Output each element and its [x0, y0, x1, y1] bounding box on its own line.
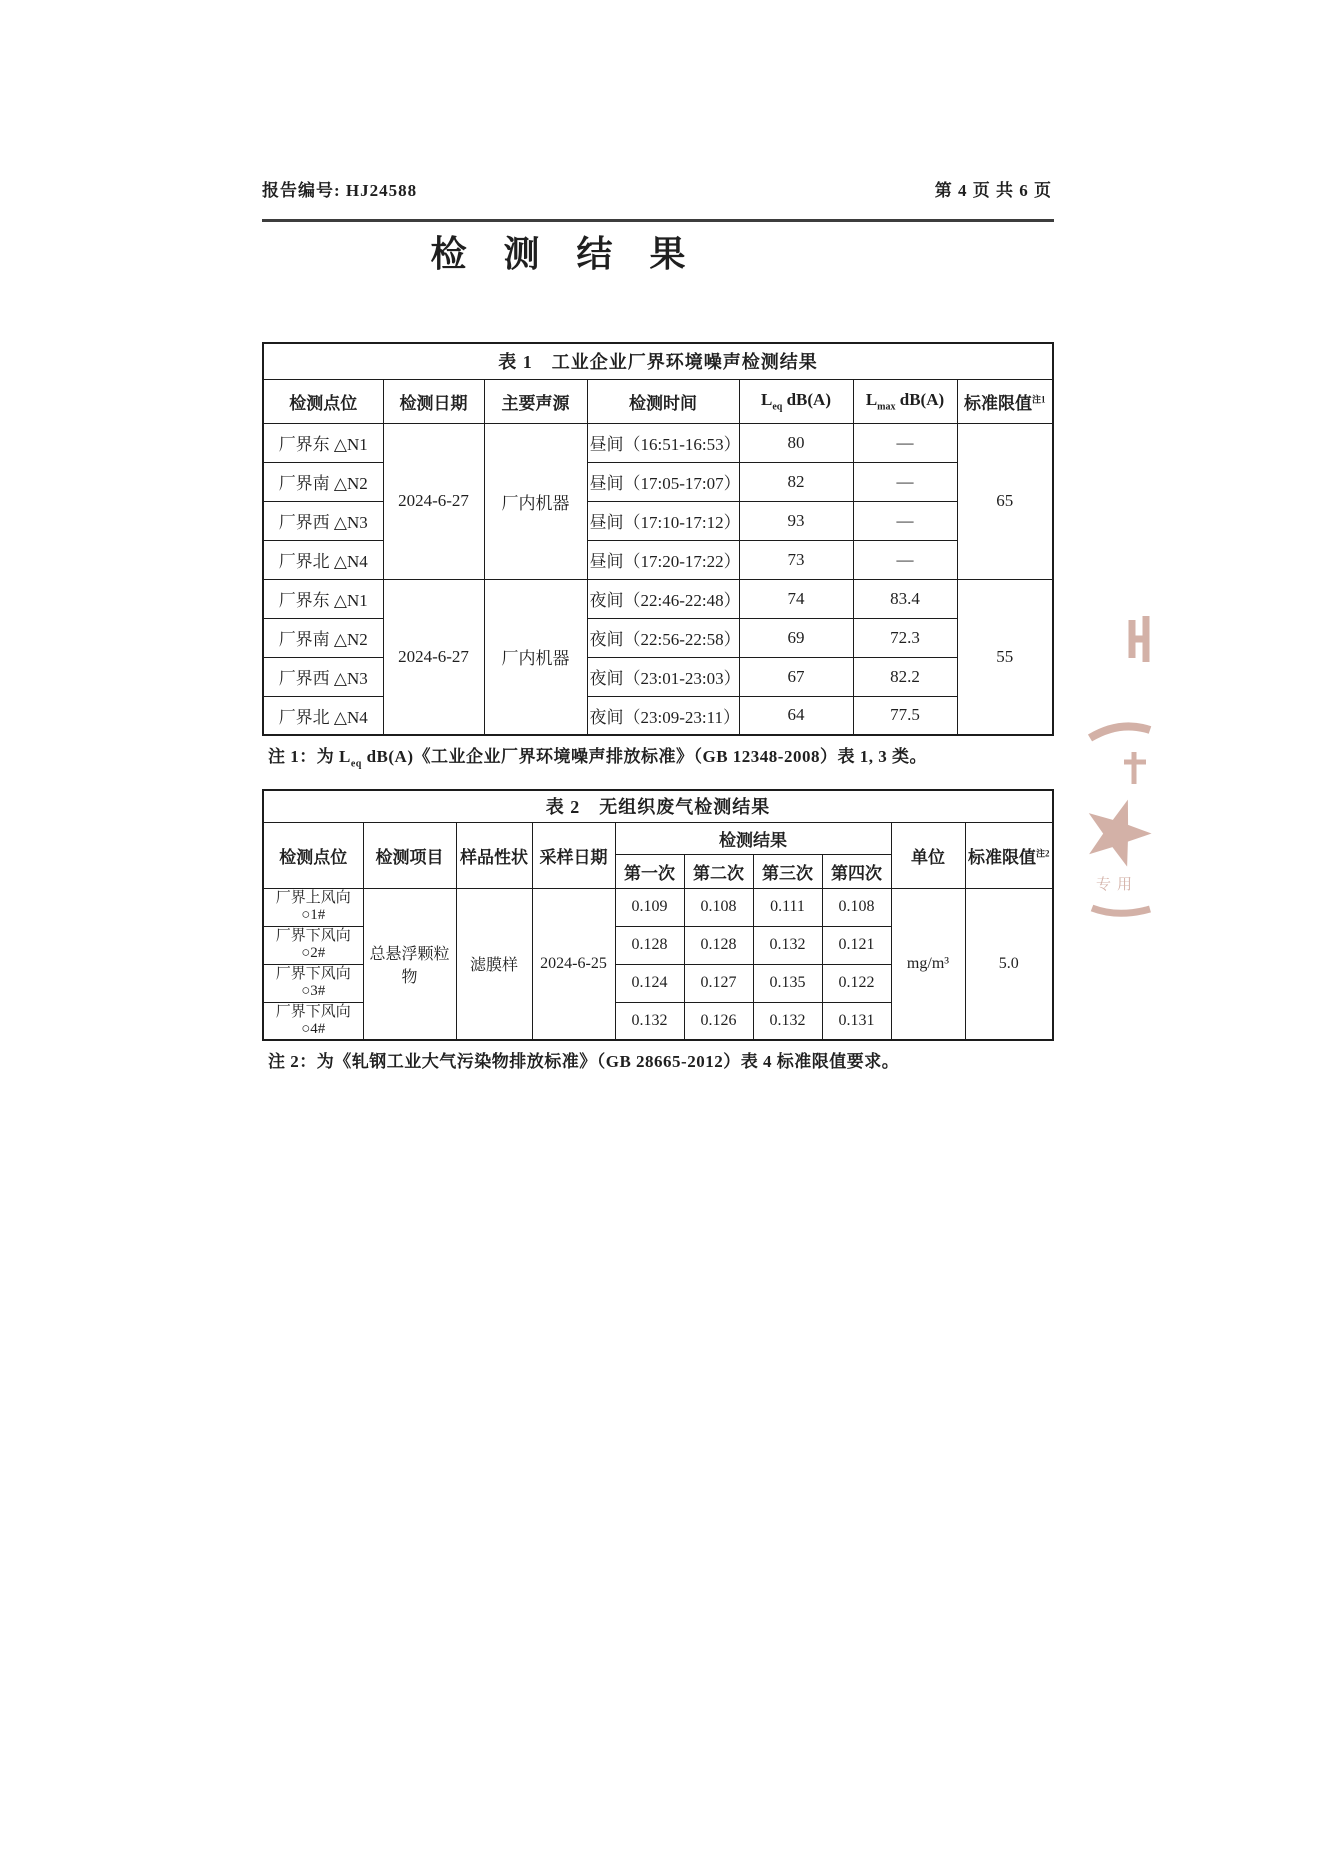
table2-note: 注 2：为《轧钢工业大气污染物排放标准》（GB 28665-2012）表 4 标准限值要求。: [268, 1052, 900, 1071]
t2-col-run4: 第四次: [822, 854, 891, 888]
result-cell: 0.122: [822, 964, 891, 1002]
table-row: [263, 501, 1053, 540]
stamp-seal: [1088, 612, 1152, 917]
header-rule: [262, 219, 1054, 222]
item-cell: 总悬浮颗粒物: [363, 888, 456, 1040]
t1-col-source: 主要声源: [484, 379, 587, 423]
table-row: [263, 888, 1053, 926]
result-cell: 0.128: [684, 926, 753, 964]
leq-cell: 74: [739, 579, 853, 618]
unit-cell: mg/m³: [891, 888, 965, 1040]
source-cell: 厂内机器: [484, 579, 587, 735]
leq-cell: 69: [739, 618, 853, 657]
result-cell: 0.132: [615, 1002, 684, 1040]
t1-col-leq: $L_{eq}$ dB(A): [739, 379, 853, 423]
time-cell: 夜间（23:09-23:11）: [587, 696, 739, 735]
lmax-cell: —: [853, 540, 957, 579]
result-cell: 0.109: [615, 888, 684, 926]
point-cell: 厂界北 △N4: [263, 540, 383, 579]
point-cell: 厂界下风向 ○4#: [263, 1002, 363, 1040]
t1-col-point: 检测点位: [263, 379, 383, 423]
point-cell: 厂界下风向 ○2#: [263, 926, 363, 964]
t1-col-limit: 标准限值$^{注1}$: [957, 379, 1053, 423]
t2-col-character: 样品性状: [456, 822, 532, 888]
point-cell: 厂界上风向 ○1#: [263, 888, 363, 926]
result-cell: 0.131: [822, 1002, 891, 1040]
table-row: [263, 696, 1053, 735]
page-header: [262, 176, 1052, 201]
t1-col-lmax: $L_{max}$ dB(A): [853, 379, 957, 423]
t1-col-time: 检测时间: [587, 379, 739, 423]
time-cell: 夜间（23:01-23:03）: [587, 657, 739, 696]
sample-date-cell: 2024-6-25: [532, 888, 615, 1040]
point-cell: 厂界东 △N1: [263, 579, 383, 618]
lmax-cell: 83.4: [853, 579, 957, 618]
leq-cell: 73: [739, 540, 853, 579]
lmax-cell: —: [853, 462, 957, 501]
page-title: 检 测 结 果: [430, 234, 700, 274]
report-number: 报告编号: HJ24588: [262, 181, 418, 200]
seal-star-icon: [1088, 789, 1152, 870]
result-cell: 0.132: [753, 1002, 822, 1040]
noise-results-table: [262, 342, 1054, 736]
leq-cell: 82: [739, 462, 853, 501]
leq-cell: 67: [739, 657, 853, 696]
limit-cell: 65: [957, 423, 1053, 579]
table2-caption: 表 2 无组织废气检测结果: [263, 790, 1053, 822]
t2-col-unit: 单位: [891, 822, 965, 888]
result-cell: 0.132: [753, 926, 822, 964]
limit-cell: 55: [957, 579, 1053, 735]
table1-caption: 表 1 工业企业厂界环境噪声检测结果: [263, 343, 1053, 379]
lmax-cell: 82.2: [853, 657, 957, 696]
result-cell: 0.135: [753, 964, 822, 1002]
date-cell: 2024-6-27: [383, 579, 484, 735]
seal-fragment: [1124, 752, 1146, 784]
result-cell: 0.108: [684, 888, 753, 926]
time-cell: 昼间（17:05-17:07）: [587, 462, 739, 501]
t1-col-date: 检测日期: [383, 379, 484, 423]
t2-col-run1: 第一次: [615, 854, 684, 888]
time-cell: 夜间（22:56-22:58）: [587, 618, 739, 657]
result-cell: 0.127: [684, 964, 753, 1002]
seal-arc-bottom: [1092, 908, 1150, 913]
point-cell: 厂界南 △N2: [263, 462, 383, 501]
limit-cell: 5.0: [965, 888, 1053, 1040]
seal-partial-text: 专用: [1096, 877, 1139, 893]
table-row: [263, 540, 1053, 579]
point-cell: 厂界南 △N2: [263, 618, 383, 657]
table-row: [263, 462, 1053, 501]
time-cell: 昼间（16:51-16:53）: [587, 423, 739, 462]
table-row: [263, 423, 1053, 462]
date-cell: 2024-6-27: [383, 423, 484, 579]
table-row: [263, 657, 1053, 696]
lmax-cell: 77.5: [853, 696, 957, 735]
leq-cell: 80: [739, 423, 853, 462]
leq-cell: 64: [739, 696, 853, 735]
point-cell: 厂界西 △N3: [263, 657, 383, 696]
point-cell: 厂界北 △N4: [263, 696, 383, 735]
page-indicator: 第 4 页 共 6 页: [934, 181, 1052, 200]
result-cell: 0.128: [615, 926, 684, 964]
leq-cell: 93: [739, 501, 853, 540]
table-row: [263, 618, 1053, 657]
seal-fragment: [1132, 616, 1146, 662]
point-cell: 厂界西 △N3: [263, 501, 383, 540]
lmax-cell: —: [853, 423, 957, 462]
result-cell: 0.111: [753, 888, 822, 926]
point-cell: 厂界下风向 ○3#: [263, 964, 363, 1002]
gas-results-table: [262, 789, 1054, 1041]
t2-col-item: 检测项目: [363, 822, 456, 888]
t2-col-run3: 第三次: [753, 854, 822, 888]
t2-col-limit: 标准限值$^{注2}$: [965, 822, 1053, 888]
point-cell: 厂界东 △N1: [263, 423, 383, 462]
seal-arc-top: [1090, 726, 1150, 738]
t2-col-result-group: 检测结果: [615, 822, 891, 854]
time-cell: 昼间（17:10-17:12）: [587, 501, 739, 540]
table-row: [263, 579, 1053, 618]
t2-col-sample-date: 采样日期: [532, 822, 615, 888]
table1-note: 注 1：为 $L_{eq}$ dB(A)《工业企业厂界环境噪声排放标准》（GB 12348-2008）表 1, 3 类。: [268, 747, 927, 770]
source-cell: 厂内机器: [484, 423, 587, 579]
result-cell: 0.126: [684, 1002, 753, 1040]
lmax-cell: 72.3: [853, 618, 957, 657]
result-cell: 0.124: [615, 964, 684, 1002]
t2-col-run2: 第二次: [684, 854, 753, 888]
character-cell: 滤膜样: [456, 888, 532, 1040]
result-cell: 0.108: [822, 888, 891, 926]
time-cell: 夜间（22:46-22:48）: [587, 579, 739, 618]
result-cell: 0.121: [822, 926, 891, 964]
lmax-cell: —: [853, 501, 957, 540]
time-cell: 昼间（17:20-17:22）: [587, 540, 739, 579]
t2-col-point: 检测点位: [263, 822, 363, 888]
